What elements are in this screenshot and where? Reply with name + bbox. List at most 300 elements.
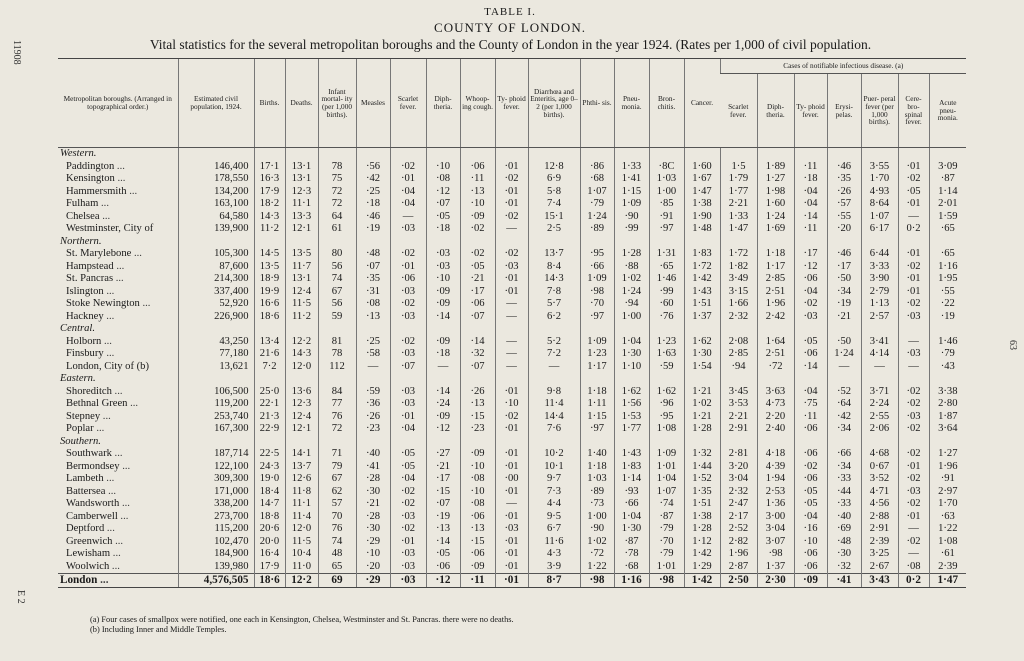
data-cell: ·79	[929, 348, 966, 361]
empty-cell	[827, 436, 861, 449]
data-cell: ·02	[898, 173, 929, 186]
borough-name	[58, 286, 178, 299]
empty-cell	[426, 148, 460, 161]
data-cell: ·03	[390, 386, 426, 399]
data-cell: ·40	[356, 448, 390, 461]
data-cell: ·02	[390, 336, 426, 349]
data-cell: ·03	[390, 574, 426, 588]
table-row	[58, 311, 966, 324]
data-cell: ·14	[426, 536, 460, 549]
header-n-diphtheria: Diph- theria.	[757, 74, 794, 148]
empty-cell	[254, 323, 285, 336]
empty-cell	[178, 373, 254, 386]
empty-cell	[285, 373, 318, 386]
borough-name-text: Bermondsey	[66, 460, 120, 472]
data-cell: ·01	[898, 248, 929, 261]
data-cell: 2·85	[757, 273, 794, 286]
data-cell: 77,180	[178, 348, 254, 361]
data-cell: 1·70	[929, 498, 966, 511]
borough-name-text: Deptford	[66, 523, 105, 534]
table-row	[58, 411, 966, 424]
data-cell: —	[528, 361, 580, 374]
header-n-puerperal: Puer- peral fever (per 1,000 births).	[861, 74, 898, 148]
data-cell: 84	[318, 386, 356, 399]
data-cell: 1·00	[580, 511, 614, 524]
data-cell: 2·85	[720, 348, 757, 361]
data-cell: 3·33	[861, 261, 898, 274]
borough-name	[58, 386, 178, 399]
empty-cell	[614, 148, 649, 161]
data-cell: 1·31	[649, 248, 684, 261]
data-cell: 12·3	[285, 398, 318, 411]
data-cell: 1·24	[757, 211, 794, 224]
data-cell: ·01	[495, 561, 528, 574]
data-cell: ·12	[794, 261, 827, 274]
data-cell: 13·6	[285, 386, 318, 399]
table-row	[58, 198, 966, 211]
empty-cell	[794, 236, 827, 249]
empty-cell	[827, 236, 861, 249]
data-cell: ·97	[649, 223, 684, 236]
data-cell: 1·30	[614, 348, 649, 361]
table-row	[58, 248, 966, 261]
data-cell: 12·4	[285, 286, 318, 299]
data-cell: 2·24	[861, 398, 898, 411]
data-cell: 7·2	[528, 348, 580, 361]
data-cell: 2·21	[720, 198, 757, 211]
leader-dots: ...	[103, 310, 115, 322]
data-cell: ·64	[827, 398, 861, 411]
data-cell: ·03	[390, 561, 426, 574]
data-cell: ·04	[794, 286, 827, 299]
data-cell: ·21	[356, 498, 390, 511]
empty-cell	[580, 323, 614, 336]
empty-cell	[254, 373, 285, 386]
data-cell: ·05	[460, 261, 495, 274]
data-cell: 77	[318, 398, 356, 411]
borough-name-text: Fulham	[66, 198, 99, 209]
data-cell: ·59	[649, 361, 684, 374]
data-cell: ·35	[827, 173, 861, 186]
data-cell: 1·17	[580, 361, 614, 374]
empty-cell	[528, 148, 580, 161]
data-cell: 7·3	[528, 486, 580, 499]
data-cell: ·03	[898, 311, 929, 324]
empty-cell	[720, 323, 757, 336]
empty-cell	[254, 236, 285, 249]
borough-name-text: St. Pancras	[66, 273, 114, 284]
data-cell: 65	[318, 561, 356, 574]
section-row	[58, 236, 966, 249]
data-cell: 139,900	[178, 223, 254, 236]
data-cell: ·72	[757, 361, 794, 374]
data-cell: ·34	[827, 461, 861, 474]
data-cell: 5·7	[528, 298, 580, 311]
data-cell: ·70	[580, 298, 614, 311]
data-cell: 59	[318, 311, 356, 324]
data-cell: 184,900	[178, 548, 254, 561]
data-cell: ·20	[356, 561, 390, 574]
header-births: Births.	[254, 59, 285, 148]
data-cell: ·06	[426, 561, 460, 574]
data-cell: 72	[318, 198, 356, 211]
data-cell: 14·5	[254, 248, 285, 261]
data-cell: ·21	[426, 461, 460, 474]
empty-cell	[390, 148, 426, 161]
data-cell: —	[495, 498, 528, 511]
borough-name	[58, 498, 178, 511]
borough-name-text: Lambeth	[66, 473, 104, 484]
data-cell: ·16	[794, 523, 827, 536]
data-cell: ·01	[898, 161, 929, 174]
data-cell: —	[495, 336, 528, 349]
data-cell: ·65	[929, 223, 966, 236]
data-cell: 1·62	[614, 386, 649, 399]
data-cell: 4·14	[861, 348, 898, 361]
data-cell: ·04	[390, 198, 426, 211]
table-row	[58, 386, 966, 399]
data-cell: 1·95	[929, 273, 966, 286]
data-cell: ·13	[460, 523, 495, 536]
data-cell: —	[390, 211, 426, 224]
empty-cell	[580, 373, 614, 386]
data-cell: ·19	[426, 511, 460, 524]
empty-cell	[580, 148, 614, 161]
empty-cell	[390, 323, 426, 336]
data-cell: ·15	[426, 486, 460, 499]
data-cell: 1·32	[684, 448, 720, 461]
data-cell: ·09	[426, 336, 460, 349]
data-cell: 1·10	[614, 361, 649, 374]
data-cell: ·87	[614, 536, 649, 549]
data-cell: 1·60	[757, 198, 794, 211]
borough-name-text: Southwark	[66, 448, 112, 459]
data-cell: 4·18	[757, 448, 794, 461]
data-cell: 1·09	[580, 336, 614, 349]
table-row	[58, 186, 966, 199]
data-cell: ·03	[426, 248, 460, 261]
data-cell: 80	[318, 248, 356, 261]
data-cell: 4·3	[528, 548, 580, 561]
data-cell: 3·71	[861, 386, 898, 399]
data-cell: ·44	[827, 486, 861, 499]
data-cell: ·25	[356, 336, 390, 349]
data-cell: ·07	[426, 498, 460, 511]
data-cell: ·02	[794, 461, 827, 474]
empty-cell	[861, 436, 898, 449]
footnote-b: (b) Including Inner and Middle Temples.	[90, 625, 227, 634]
data-cell: 19·9	[254, 286, 285, 299]
data-cell: ·63	[929, 511, 966, 524]
data-cell: 2·52	[720, 523, 757, 536]
empty-cell	[460, 323, 495, 336]
data-cell: 1·01	[649, 561, 684, 574]
data-cell: 1·67	[684, 173, 720, 186]
empty-cell	[929, 148, 966, 161]
data-cell: 1·04	[614, 336, 649, 349]
leader-dots: ...	[93, 423, 105, 434]
leader-dots: ...	[127, 398, 139, 409]
data-cell: 1·16	[614, 574, 649, 588]
data-cell: 1·47	[929, 574, 966, 588]
data-cell: ·23	[460, 423, 495, 436]
data-cell: ·14	[794, 211, 827, 224]
empty-cell	[649, 236, 684, 249]
data-cell: ·10	[794, 536, 827, 549]
data-cell: 1·21	[684, 386, 720, 399]
data-cell: ·43	[929, 361, 966, 374]
empty-cell	[356, 236, 390, 249]
section-label: Northern.	[60, 235, 102, 247]
header-measles: Measles	[356, 59, 390, 148]
data-cell: ·59	[356, 386, 390, 399]
leader-dots: ...	[112, 535, 124, 547]
data-cell: 1·24	[614, 286, 649, 299]
data-cell: 11·2	[254, 223, 285, 236]
borough-name	[58, 473, 178, 486]
page-ref-number: 11908	[11, 40, 22, 65]
data-cell: ·27	[426, 448, 460, 461]
data-cell: ·74	[649, 498, 684, 511]
data-cell: 2·39	[861, 536, 898, 549]
data-cell: ·98	[580, 574, 614, 588]
data-cell: 14·3	[528, 273, 580, 286]
data-cell: ·17	[426, 473, 460, 486]
leader-dots: ...	[119, 460, 131, 472]
empty-cell	[757, 373, 794, 386]
data-cell: ·50	[827, 336, 861, 349]
empty-cell	[827, 148, 861, 161]
data-cell: ·05	[426, 211, 460, 224]
data-cell: ·46	[827, 161, 861, 174]
data-cell: 8·7	[528, 574, 580, 588]
data-cell: ·98	[580, 286, 614, 299]
data-cell: 1·15	[580, 411, 614, 424]
empty-cell	[495, 323, 528, 336]
data-cell: ·50	[827, 273, 861, 286]
data-cell: —	[426, 361, 460, 374]
data-cell: 12·0	[285, 523, 318, 536]
data-cell: 309,300	[178, 473, 254, 486]
borough-name	[58, 523, 178, 536]
data-cell: 1·37	[757, 561, 794, 574]
empty-cell	[495, 373, 528, 386]
empty-cell	[649, 323, 684, 336]
table-row	[58, 273, 966, 286]
data-cell: 7·6	[528, 423, 580, 436]
data-cell: ·33	[827, 473, 861, 486]
leader-dots: ...	[117, 510, 129, 522]
data-cell: 1·14	[929, 186, 966, 199]
empty-cell	[285, 236, 318, 249]
data-cell: 62	[318, 486, 356, 499]
page-number: 63	[1007, 340, 1018, 350]
data-cell: 11·1	[285, 198, 318, 211]
data-cell: ·18	[426, 348, 460, 361]
data-cell: 6·17	[861, 223, 898, 236]
data-cell: 1·37	[684, 311, 720, 324]
data-cell: 9·7	[528, 473, 580, 486]
data-cell: 4·68	[861, 448, 898, 461]
data-cell: 167,300	[178, 423, 254, 436]
data-cell: 11·0	[285, 561, 318, 574]
data-cell: 10·4	[285, 548, 318, 561]
data-cell: ·02	[495, 248, 528, 261]
section-row	[58, 148, 966, 161]
table-row	[58, 536, 966, 549]
data-cell: ·04	[794, 198, 827, 211]
borough-name-text: Bethnal Green	[66, 398, 128, 409]
data-cell: ·01	[390, 411, 426, 424]
data-cell: 1·33	[614, 161, 649, 174]
data-cell: ·04	[794, 186, 827, 199]
borough-name-text: Stepney	[66, 410, 101, 422]
table-row	[58, 211, 966, 224]
borough-name-text: London	[60, 574, 98, 586]
borough-name	[58, 361, 178, 374]
borough-name	[58, 511, 178, 524]
data-cell: ·12	[426, 186, 460, 199]
data-cell: 1·63	[649, 348, 684, 361]
borough-name	[58, 486, 178, 499]
table-row	[58, 473, 966, 486]
data-cell: 13·3	[285, 211, 318, 224]
data-cell: ·05	[794, 486, 827, 499]
data-cell: ·29	[356, 574, 390, 588]
data-cell: ·06	[460, 511, 495, 524]
data-cell: 20·6	[254, 523, 285, 536]
borough-name	[58, 248, 178, 261]
data-cell: ·06	[794, 561, 827, 574]
data-cell: ·99	[614, 223, 649, 236]
data-cell: ·01	[495, 486, 528, 499]
data-cell: ·03	[390, 548, 426, 561]
data-cell: ·02	[898, 386, 929, 399]
data-cell: ·99	[649, 286, 684, 299]
data-cell: 2·32	[720, 486, 757, 499]
data-cell: ·06	[794, 448, 827, 461]
data-cell: 1·72	[684, 261, 720, 274]
leader-dots: ...	[131, 248, 142, 259]
data-cell: ·01	[898, 273, 929, 286]
data-cell: 1·07	[861, 211, 898, 224]
footnote-a: (a) Four cases of smallpox were notified, one each in Kensington, Chelsea, Westminster and St. Pancras. there were no deaths.	[90, 615, 514, 624]
empty-cell	[757, 436, 794, 449]
data-cell: ·55	[929, 286, 966, 299]
data-cell: 2·51	[757, 348, 794, 361]
data-cell: ·09	[794, 574, 827, 588]
data-cell: ·56	[356, 161, 390, 174]
data-cell: 18·2	[254, 198, 285, 211]
empty-cell	[720, 236, 757, 249]
data-cell: 3·90	[861, 273, 898, 286]
data-cell: 1·56	[614, 398, 649, 411]
table-row	[58, 298, 966, 311]
data-cell: ·34	[827, 286, 861, 299]
data-cell: 4·4	[528, 498, 580, 511]
data-cell: 3·55	[861, 161, 898, 174]
data-cell: ·24	[426, 398, 460, 411]
empty-cell	[898, 373, 929, 386]
header-typhoid: Ty- phoid fever.	[495, 59, 528, 148]
data-cell: 3·15	[720, 286, 757, 299]
data-cell: 70	[318, 511, 356, 524]
data-cell: ·03	[495, 523, 528, 536]
data-cell: ·01	[898, 286, 929, 299]
empty-cell	[318, 373, 356, 386]
data-cell: ·10	[460, 198, 495, 211]
data-cell: 2·67	[861, 561, 898, 574]
data-cell: 9·8	[528, 386, 580, 399]
empty-cell	[495, 436, 528, 449]
data-cell: 5·2	[528, 336, 580, 349]
data-cell: 1·64	[757, 336, 794, 349]
data-cell: 1·60	[684, 161, 720, 174]
leader-dots: ...	[103, 285, 115, 297]
data-cell: ·18	[794, 173, 827, 186]
leader-dots: ...	[98, 198, 109, 209]
data-cell: 1·30	[684, 348, 720, 361]
data-cell: 6·7	[528, 523, 580, 536]
borough-name	[58, 561, 178, 574]
data-cell: 2·57	[861, 311, 898, 324]
borough-name-text: Woolwich	[66, 560, 110, 572]
data-cell: ·03	[390, 348, 426, 361]
data-cell: ·89	[580, 486, 614, 499]
leader-dots: ...	[103, 348, 115, 359]
data-cell: 52,920	[178, 298, 254, 311]
header-population: Estimated civil population, 1924.	[178, 59, 254, 148]
borough-name	[58, 548, 178, 561]
data-cell: ·05	[390, 461, 426, 474]
data-cell: 75	[318, 173, 356, 186]
data-cell: 8·64	[861, 198, 898, 211]
data-cell: 1·09	[614, 198, 649, 211]
empty-cell	[861, 323, 898, 336]
empty-cell	[929, 323, 966, 336]
leader-dots: ...	[110, 548, 121, 559]
data-cell: ·01	[390, 536, 426, 549]
data-cell: ·08	[898, 561, 929, 574]
data-cell: ·09	[460, 448, 495, 461]
data-cell: 14·7	[254, 498, 285, 511]
data-cell: ·73	[580, 498, 614, 511]
data-cell: ·57	[827, 198, 861, 211]
data-cell: 1·96	[720, 548, 757, 561]
data-cell: 16·6	[254, 298, 285, 311]
data-cell: 1·23	[580, 348, 614, 361]
data-cell: 2·50	[720, 574, 757, 588]
data-cell: ·30	[827, 548, 861, 561]
table-row	[58, 498, 966, 511]
data-cell: ·76	[649, 311, 684, 324]
data-cell: ·01	[898, 198, 929, 211]
data-cell: ·01	[495, 574, 528, 588]
data-cell: ·21	[827, 311, 861, 324]
data-cell: ·01	[495, 286, 528, 299]
empty-cell	[614, 436, 649, 449]
empty-cell	[684, 373, 720, 386]
empty-cell	[178, 323, 254, 336]
data-cell: 2·80	[929, 398, 966, 411]
empty-cell	[757, 323, 794, 336]
data-cell: ·06	[460, 548, 495, 561]
data-cell: 3·04	[720, 473, 757, 486]
data-cell: ·31	[356, 286, 390, 299]
data-cell: 13·1	[285, 173, 318, 186]
empty-cell	[794, 148, 827, 161]
data-cell: —	[898, 361, 929, 374]
